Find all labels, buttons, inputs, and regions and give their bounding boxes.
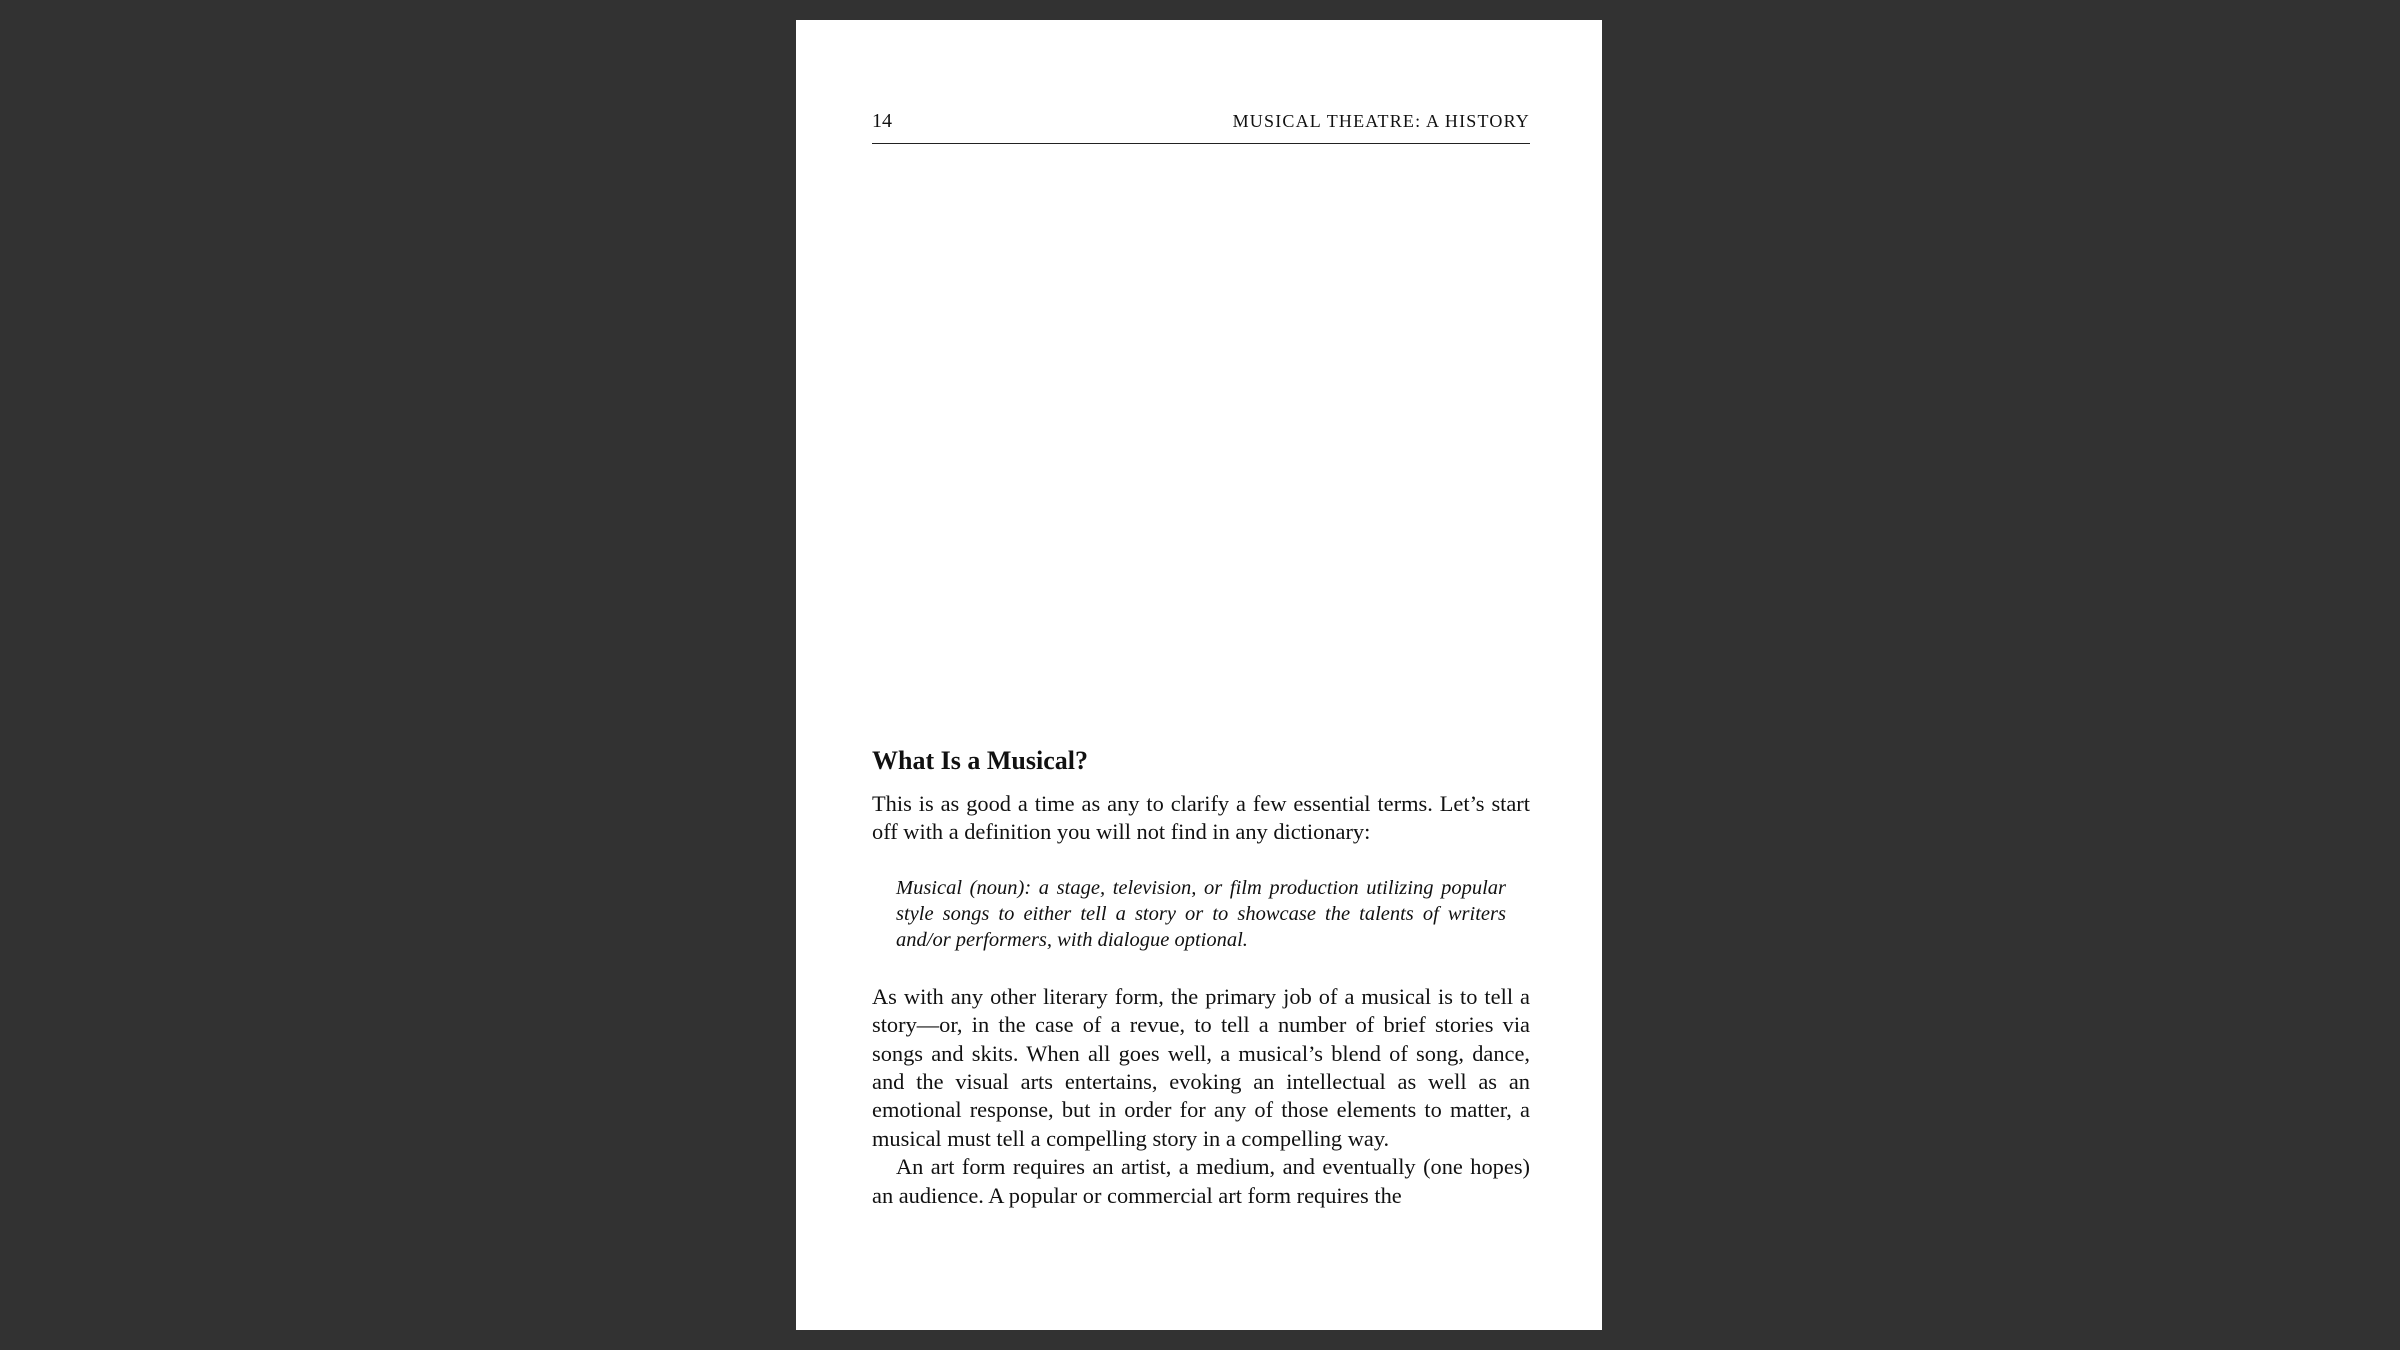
definition-block: Musical (noun): a stage, television, or film production utilizing popular style songs to either tell a story or to showcase the talents of writers and/or performers, with dialogue optional.	[896, 876, 1506, 951]
body-paragraph-2: An art form requires an artist, a medium, and eventually (one hopes) an audience. A popular or commercial art form requires the	[872, 1154, 1530, 1208]
book-page	[796, 20, 1602, 1330]
running-head	[872, 106, 1530, 144]
section-heading: What Is a Musical?	[872, 746, 1088, 775]
body-paragraph-1: As with any other literary form, the primary job of a musical is to tell a story—or, in the case of a revue, to tell a number of brief stories via songs and skits. When all goes well, a musical’s blend of song, dance, and the visual arts entertains, evoking an intellectual as well as an emotional response, but in order for any of those elements to matter, a musical must tell a compelling story in a compelling way.	[872, 983, 1530, 1151]
page-number: 14	[872, 110, 892, 132]
running-title: MUSICAL THEATRE: A HISTORY	[1232, 111, 1530, 131]
text-column	[872, 744, 1530, 1210]
intro-paragraph: This is as good a time as any to clarify a few essential terms. Let’s start off with a definition you will not find in any dictionary:	[872, 791, 1530, 845]
